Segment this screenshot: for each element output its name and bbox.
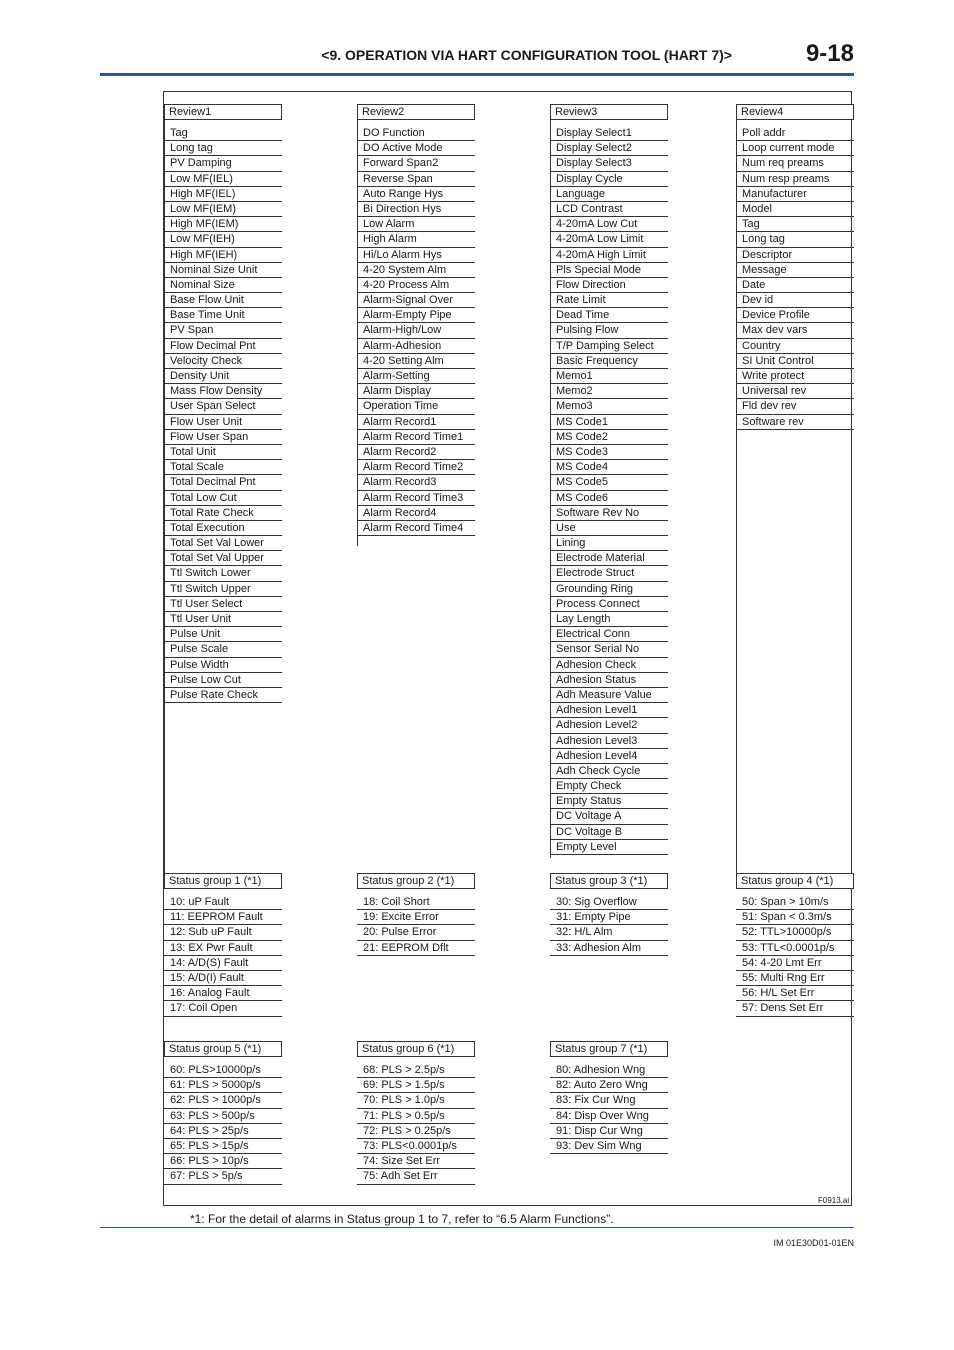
- menu-item: Electrode Struct: [550, 566, 668, 581]
- review1-items: [164, 126, 282, 703]
- menu-item: Ttl Switch Lower: [164, 566, 282, 581]
- review2-column: [357, 104, 475, 536]
- menu-item: Adhesion Status: [550, 673, 668, 688]
- menu-item: Adhesion Level4: [550, 749, 668, 764]
- menu-item: 62: PLS > 1000p/s: [164, 1093, 282, 1108]
- menu-item: Low MF(IEL): [164, 172, 282, 187]
- status-group1-items: [164, 895, 282, 1017]
- menu-item: Pulse Rate Check: [164, 688, 282, 703]
- menu-item: Alarm Record Time2: [357, 460, 475, 475]
- menu-item: DC Voltage A: [550, 809, 668, 824]
- menu-item: Electrical Conn: [550, 627, 668, 642]
- menu-item: 53: TTL<0.0001p/s: [736, 941, 854, 956]
- menu-item: 80: Adhesion Wng: [550, 1063, 668, 1078]
- menu-item: Alarm Record3: [357, 475, 475, 490]
- menu-item: Alarm-Adhesion: [357, 339, 475, 354]
- menu-item: Long tag: [164, 141, 282, 156]
- menu-item: Pulse Low Cut: [164, 673, 282, 688]
- menu-item: User Span Select: [164, 399, 282, 414]
- menu-item: Poll addr: [736, 126, 854, 141]
- menu-item: 15: A/D(I) Fault: [164, 971, 282, 986]
- menu-item: Alarm Record Time4: [357, 521, 475, 536]
- menu-item: Total Low Cut: [164, 491, 282, 506]
- menu-item: Memo1: [550, 369, 668, 384]
- menu-item: Num resp preams: [736, 172, 854, 187]
- menu-item: 12: Sub uP Fault: [164, 925, 282, 940]
- menu-item: 10: uP Fault: [164, 895, 282, 910]
- menu-item: Hi/Lo Alarm Hys: [357, 248, 475, 263]
- menu-item: 63: PLS > 500p/s: [164, 1109, 282, 1124]
- menu-item: MS Code1: [550, 415, 668, 430]
- status-group1-title: Status group 1 (*1): [164, 873, 282, 889]
- menu-item: 61: PLS > 5000p/s: [164, 1078, 282, 1093]
- menu-item: Adh Check Cycle: [550, 764, 668, 779]
- menu-item: Auto Range Hys: [357, 187, 475, 202]
- status-group4-items: [736, 895, 854, 1017]
- menu-item: Flow User Unit: [164, 415, 282, 430]
- status-group2-title: Status group 2 (*1): [357, 873, 475, 889]
- review3-title: Review3: [550, 104, 668, 120]
- status-group3-title: Status group 3 (*1): [550, 873, 668, 889]
- status-group5-items: [164, 1063, 282, 1185]
- menu-item: 4-20 Setting Alm: [357, 354, 475, 369]
- menu-item: 50: Span > 10m/s: [736, 895, 854, 910]
- menu-item: 4-20 Process Alm: [357, 278, 475, 293]
- menu-item: Process Connect: [550, 597, 668, 612]
- menu-item: Write protect: [736, 369, 854, 384]
- menu-item: Message: [736, 263, 854, 278]
- menu-item: MS Code5: [550, 475, 668, 490]
- menu-item: Low MF(IEM): [164, 202, 282, 217]
- menu-item: Device Profile: [736, 308, 854, 323]
- review3-items: [550, 126, 668, 855]
- menu-item: Low MF(IEH): [164, 232, 282, 247]
- status-group3-items: [550, 895, 668, 956]
- menu-item: PV Damping: [164, 156, 282, 171]
- menu-item: Total Set Val Upper: [164, 551, 282, 566]
- menu-item: DC Voltage B: [550, 825, 668, 840]
- menu-item: Dead Time: [550, 308, 668, 323]
- menu-item: Tag: [736, 217, 854, 232]
- menu-item: MS Code3: [550, 445, 668, 460]
- menu-item: 69: PLS > 1.5p/s: [357, 1078, 475, 1093]
- menu-item: Flow Decimal Pnt: [164, 339, 282, 354]
- menu-item: Alarm Display: [357, 384, 475, 399]
- menu-item: Total Decimal Pnt: [164, 475, 282, 490]
- menu-item: 71: PLS > 0.5p/s: [357, 1109, 475, 1124]
- review2-title: Review2: [357, 104, 475, 120]
- menu-item: Memo3: [550, 399, 668, 414]
- menu-item: 82: Auto Zero Wng: [550, 1078, 668, 1093]
- menu-item: Alarm-Setting: [357, 369, 475, 384]
- review4-column: [736, 104, 854, 430]
- status-group6-title: Status group 6 (*1): [357, 1041, 475, 1057]
- menu-item: Loop current mode: [736, 141, 854, 156]
- menu-item: 68: PLS > 2.5p/s: [357, 1063, 475, 1078]
- menu-item: Alarm Record Time3: [357, 491, 475, 506]
- menu-item: Adh Measure Value: [550, 688, 668, 703]
- menu-item: Max dev vars: [736, 323, 854, 338]
- menu-item: Adhesion Check: [550, 658, 668, 673]
- menu-item: MS Code4: [550, 460, 668, 475]
- status-group4-title: Status group 4 (*1): [736, 873, 854, 889]
- menu-item: 4-20mA High Limit: [550, 248, 668, 263]
- menu-item: 64: PLS > 25p/s: [164, 1124, 282, 1139]
- menu-item: 17: Coil Open: [164, 1001, 282, 1016]
- menu-item: 11: EEPROM Fault: [164, 910, 282, 925]
- menu-item: High MF(IEL): [164, 187, 282, 202]
- menu-item: 56: H/L Set Err: [736, 986, 854, 1001]
- menu-item: Alarm Record Time1: [357, 430, 475, 445]
- menu-item: Sensor Serial No: [550, 642, 668, 657]
- menu-item: Velocity Check: [164, 354, 282, 369]
- status-group7-title: Status group 7 (*1): [550, 1041, 668, 1057]
- menu-item: 73: PLS<0.0001p/s: [357, 1139, 475, 1154]
- menu-item: Display Select3: [550, 156, 668, 171]
- footer-rule: [100, 1227, 854, 1228]
- menu-item: 30: Sig Overflow: [550, 895, 668, 910]
- menu-item: Base Flow Unit: [164, 293, 282, 308]
- menu-item: Basic Frequency: [550, 354, 668, 369]
- menu-item: 65: PLS > 15p/s: [164, 1139, 282, 1154]
- menu-item: 72: PLS > 0.25p/s: [357, 1124, 475, 1139]
- menu-item: Use: [550, 521, 668, 536]
- review2-items: [357, 126, 475, 536]
- menu-item: High MF(IEM): [164, 217, 282, 232]
- menu-item: SI Unit Control: [736, 354, 854, 369]
- menu-item: 18: Coil Short: [357, 895, 475, 910]
- menu-item: Date: [736, 278, 854, 293]
- menu-item: 19: Excite Error: [357, 910, 475, 925]
- page-number: 9-18: [805, 40, 854, 67]
- menu-item: Display Select2: [550, 141, 668, 156]
- menu-item: High MF(IEH): [164, 248, 282, 263]
- menu-item: 67: PLS > 5p/s: [164, 1169, 282, 1184]
- menu-item: Software Rev No: [550, 506, 668, 521]
- menu-item: 75: Adh Set Err: [357, 1169, 475, 1184]
- menu-item: Empty Status: [550, 794, 668, 809]
- menu-item: DO Active Mode: [357, 141, 475, 156]
- menu-item: Operation Time: [357, 399, 475, 414]
- review4-title: Review4: [736, 104, 854, 120]
- menu-item: Forward Span2: [357, 156, 475, 171]
- menu-item: Total Set Val Lower: [164, 536, 282, 551]
- menu-item: 93: Dev Sim Wng: [550, 1139, 668, 1154]
- menu-item: Fld dev rev: [736, 399, 854, 414]
- menu-item: Adhesion Level1: [550, 703, 668, 718]
- menu-item: 4-20 System Alm: [357, 263, 475, 278]
- menu-item: Bi Direction Hys: [357, 202, 475, 217]
- menu-item: Base Time Unit: [164, 308, 282, 323]
- menu-item: 70: PLS > 1.0p/s: [357, 1093, 475, 1108]
- menu-item: Memo2: [550, 384, 668, 399]
- menu-item: Ttl Switch Upper: [164, 582, 282, 597]
- status-group2-column: [357, 873, 475, 956]
- menu-item: Alarm-High/Low: [357, 323, 475, 338]
- menu-item: Alarm-Empty Pipe: [357, 308, 475, 323]
- menu-item: Pulse Width: [164, 658, 282, 673]
- menu-item: 66: PLS > 10p/s: [164, 1154, 282, 1169]
- menu-item: Num req preams: [736, 156, 854, 171]
- menu-item: Total Unit: [164, 445, 282, 460]
- footnote: *1: For the detail of alarms in Status group 1 to 7, refer to “6.5 Alarm Functions”.: [190, 1212, 614, 1226]
- menu-item: 52: TTL>10000p/s: [736, 925, 854, 940]
- menu-item: Display Cycle: [550, 172, 668, 187]
- menu-item: MS Code6: [550, 491, 668, 506]
- menu-item: 16: Analog Fault: [164, 986, 282, 1001]
- figure-id: F0913.ai: [818, 1196, 850, 1205]
- menu-item: Alarm Record2: [357, 445, 475, 460]
- menu-item: 13: EX Pwr Fault: [164, 941, 282, 956]
- menu-item: 33: Adhesion Alm: [550, 941, 668, 956]
- menu-item: Mass Flow Density: [164, 384, 282, 399]
- menu-item: Alarm-Signal Over: [357, 293, 475, 308]
- status-group7-column: [550, 1041, 668, 1154]
- menu-item: MS Code2: [550, 430, 668, 445]
- menu-item: Empty Level: [550, 840, 668, 855]
- menu-item: Language: [550, 187, 668, 202]
- menu-item: 84: Disp Over Wng: [550, 1109, 668, 1124]
- menu-item: Ttl User Unit: [164, 612, 282, 627]
- status-group5-title: Status group 5 (*1): [164, 1041, 282, 1057]
- status-group4-column: [736, 873, 854, 1017]
- menu-item: Flow Direction: [550, 278, 668, 293]
- menu-item: Dev id: [736, 293, 854, 308]
- menu-item: 83: Fix Cur Wng: [550, 1093, 668, 1108]
- menu-item: Rate Limit: [550, 293, 668, 308]
- menu-item: Adhesion Level3: [550, 734, 668, 749]
- menu-item: Total Scale: [164, 460, 282, 475]
- menu-item: 74: Size Set Err: [357, 1154, 475, 1169]
- status-group5-column: [164, 1041, 282, 1185]
- menu-item: Grounding Ring: [550, 582, 668, 597]
- menu-item: PV Span: [164, 323, 282, 338]
- menu-item: 51: Span < 0.3m/s: [736, 910, 854, 925]
- menu-item: Electrode Material: [550, 551, 668, 566]
- menu-item: Nominal Size Unit: [164, 263, 282, 278]
- menu-item: High Alarm: [357, 232, 475, 247]
- chapter-title: <9. OPERATION VIA HART CONFIGURATION TOOL (HART 7)>: [321, 47, 732, 63]
- menu-item: Empty Check: [550, 779, 668, 794]
- menu-item: 60: PLS>10000p/s: [164, 1063, 282, 1078]
- menu-item: Pls Special Mode: [550, 263, 668, 278]
- menu-item: DO Function: [357, 126, 475, 141]
- menu-item: Flow User Span: [164, 430, 282, 445]
- menu-item: Adhesion Level2: [550, 718, 668, 733]
- menu-item: Long tag: [736, 232, 854, 247]
- menu-item: Lining: [550, 536, 668, 551]
- menu-item: 14: A/D(S) Fault: [164, 956, 282, 971]
- menu-item: 31: Empty Pipe: [550, 910, 668, 925]
- header-rule: [100, 73, 854, 76]
- menu-item: Total Execution: [164, 521, 282, 536]
- menu-item: Ttl User Select: [164, 597, 282, 612]
- menu-item: 32: H/L Alm: [550, 925, 668, 940]
- menu-item: 4-20mA Low Cut: [550, 217, 668, 232]
- menu-item: Alarm Record4: [357, 506, 475, 521]
- menu-item: 91: Disp Cur Wng: [550, 1124, 668, 1139]
- menu-item: Manufacturer: [736, 187, 854, 202]
- menu-item: Tag: [164, 126, 282, 141]
- menu-item: Reverse Span: [357, 172, 475, 187]
- menu-item: T/P Damping Select: [550, 339, 668, 354]
- menu-item: Software rev: [736, 415, 854, 430]
- menu-item: 54: 4-20 Lmt Err: [736, 956, 854, 971]
- review4-items: [736, 126, 854, 430]
- menu-item: 57: Dens Set Err: [736, 1001, 854, 1016]
- menu-item: Density Unit: [164, 369, 282, 384]
- status-group1-column: [164, 873, 282, 1017]
- status-group6-items: [357, 1063, 475, 1185]
- menu-item: Lay Length: [550, 612, 668, 627]
- menu-item: 4-20mA Low Limit: [550, 232, 668, 247]
- menu-item: 21: EEPROM Dflt: [357, 941, 475, 956]
- menu-item: Low Alarm: [357, 217, 475, 232]
- menu-item: Universal rev: [736, 384, 854, 399]
- menu-item: Model: [736, 202, 854, 217]
- review1-column: [164, 104, 282, 703]
- menu-item: 55: Multi Rng Err: [736, 971, 854, 986]
- status-group2-items: [357, 895, 475, 956]
- menu-item: Alarm Record1: [357, 415, 475, 430]
- menu-item: Pulse Scale: [164, 642, 282, 657]
- menu-item: Pulsing Flow: [550, 323, 668, 338]
- menu-item: Country: [736, 339, 854, 354]
- review3-column: [550, 104, 668, 855]
- menu-item: Descriptor: [736, 248, 854, 263]
- menu-item: LCD Contrast: [550, 202, 668, 217]
- status-group7-items: [550, 1063, 668, 1154]
- menu-item: Pulse Unit: [164, 627, 282, 642]
- menu-item: Total Rate Check: [164, 506, 282, 521]
- review1-title: Review1: [164, 104, 282, 120]
- document-id: IM 01E30D01-01EN: [773, 1238, 854, 1248]
- menu-item: Nominal Size: [164, 278, 282, 293]
- menu-item: Display Select1: [550, 126, 668, 141]
- menu-item: 20: Pulse Error: [357, 925, 475, 940]
- status-group6-column: [357, 1041, 475, 1185]
- status-group3-column: [550, 873, 668, 956]
